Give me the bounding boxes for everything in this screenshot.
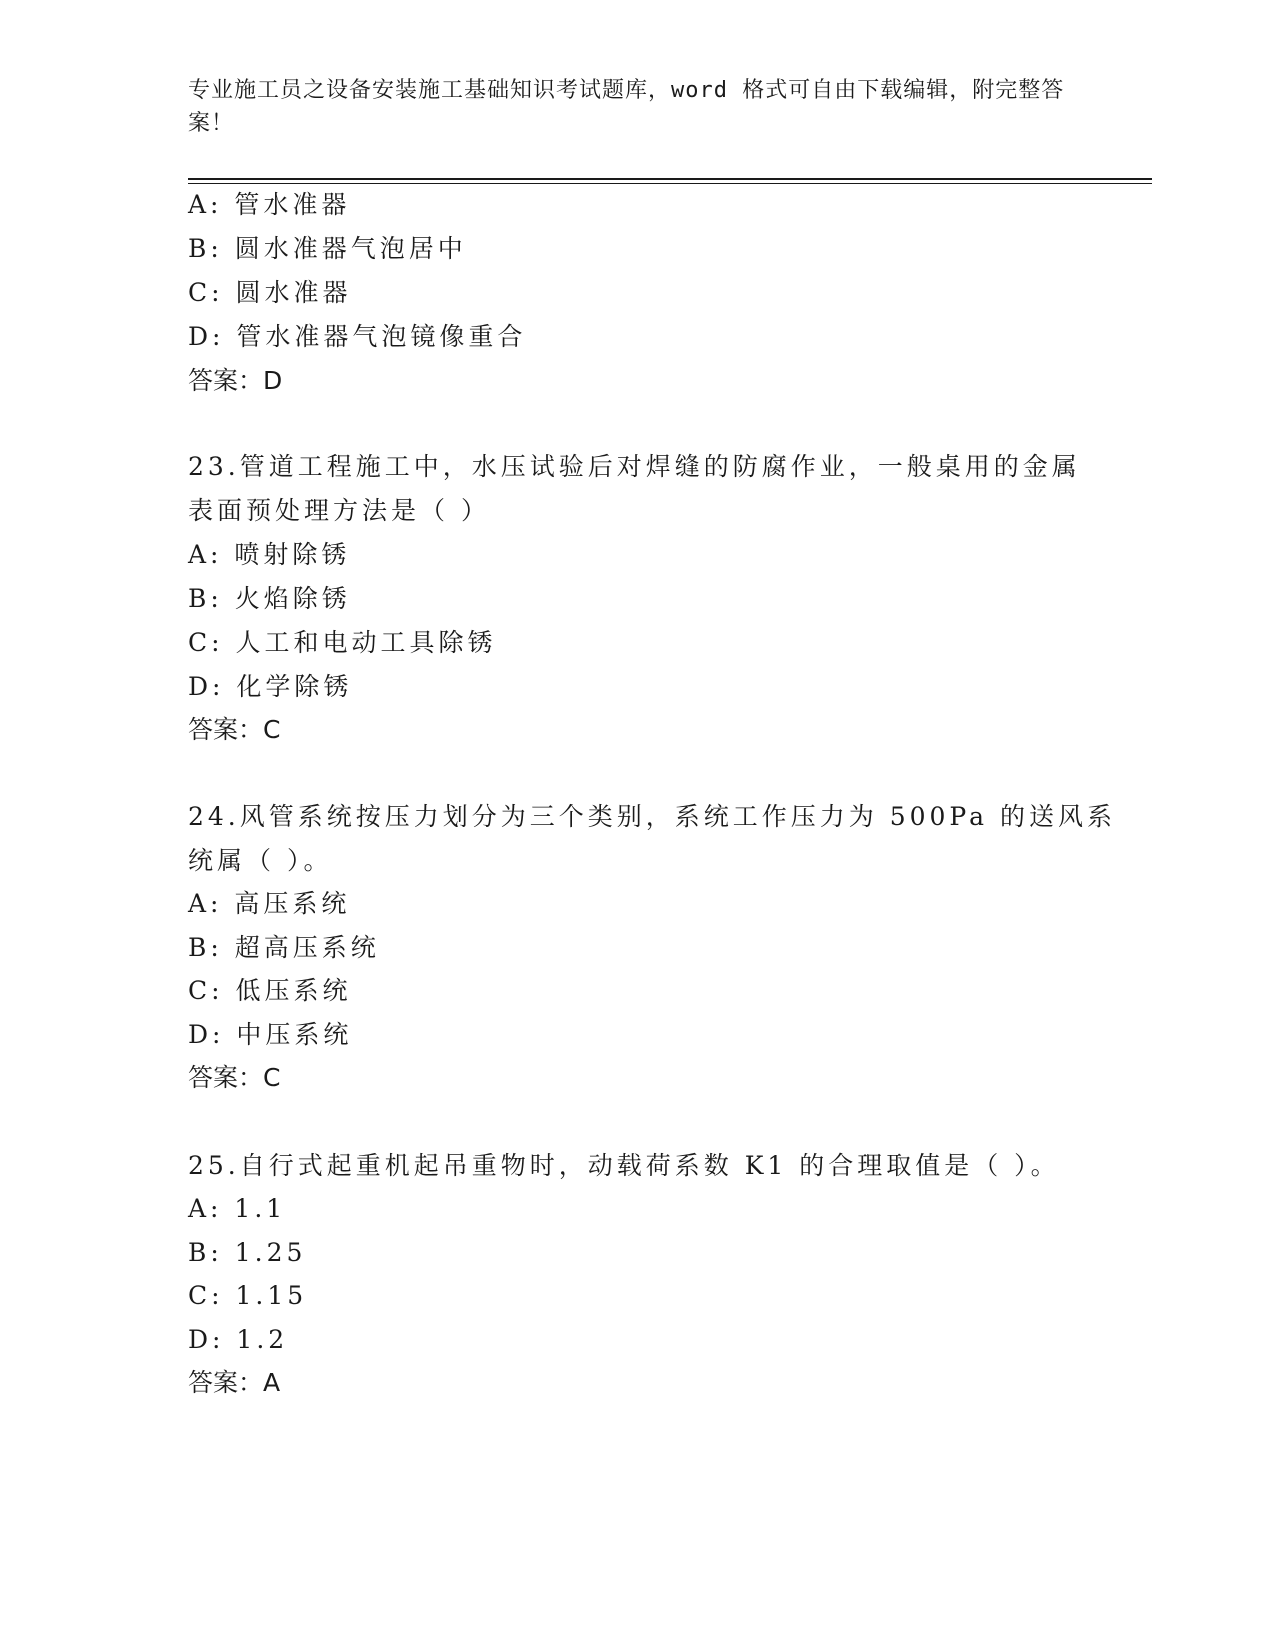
q24-option-c: C: 低压系统 — [188, 976, 352, 1005]
q24-option-d: D: 中压系统 — [188, 1020, 353, 1049]
q23-answer: 答案：C — [188, 715, 281, 744]
q22-answer: 答案：D — [188, 366, 283, 395]
q23-stem-line2: 表面预处理方法是（ ） — [188, 496, 490, 525]
q25-answer: 答案：A — [188, 1368, 281, 1397]
q22-option-d: D: 管水准器气泡镜像重合 — [188, 322, 527, 351]
q24-option-b: B: 超高压系统 — [188, 933, 380, 962]
q24-stem-line2: 统属（ ）。 — [188, 846, 333, 875]
q25-option-c: C: 1.15 — [188, 1281, 308, 1310]
q22-option-c: C: 圆水准器 — [188, 278, 352, 307]
q25-option-a: A: 1.1 — [188, 1194, 287, 1223]
q23-option-c: C: 人工和电动工具除锈 — [188, 628, 497, 657]
q22-option-a: A: 管水准器 — [188, 190, 351, 219]
q24-answer: 答案：C — [188, 1063, 281, 1092]
header-divider-thick — [188, 178, 1152, 180]
q22-option-b: B: 圆水准器气泡居中 — [188, 234, 467, 263]
q25-stem-line1: 25.自行式起重机起吊重物时，动载荷系数 K1 的合理取值是（ ）。 — [188, 1151, 1060, 1180]
q24-stem-line1: 24.风管系统按压力划分为三个类别，系统工作压力为 500Pa 的送风系 — [188, 802, 1116, 831]
q24-option-a: A: 高压系统 — [188, 889, 351, 918]
document-header: 专业施工员之设备安装施工基础知识考试题库，word 格式可自由下载编辑，附完整答案！ — [188, 78, 1065, 136]
q23-stem-line1: 23.管道工程施工中，水压试验后对焊缝的防腐作业，一般桌用的金属 — [188, 452, 1081, 481]
q23-option-b: B: 火焰除锈 — [188, 584, 351, 613]
q25-option-b: B: 1.25 — [188, 1238, 307, 1267]
q23-option-d: D: 化学除锈 — [188, 672, 353, 701]
header-divider-thin — [188, 183, 1152, 184]
q23-option-a: A: 喷射除锈 — [188, 540, 351, 569]
q25-option-d: D: 1.2 — [188, 1325, 289, 1354]
